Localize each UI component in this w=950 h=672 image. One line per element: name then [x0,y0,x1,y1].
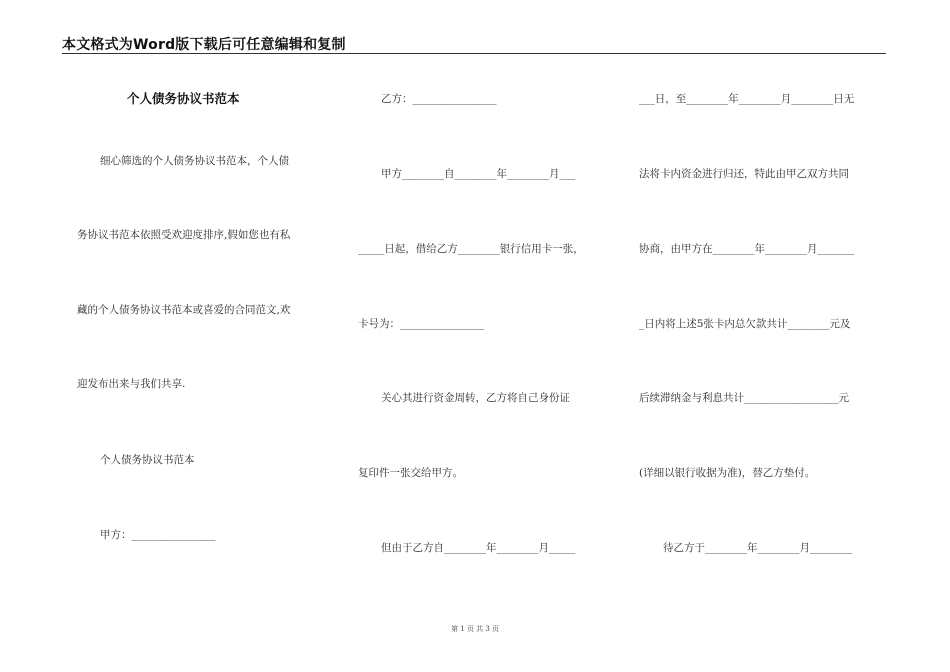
body-line: 但由于乙方自________年________月_____ [381,542,576,554]
body-line: 关心其进行资金周转，乙方将自己身份证 [381,392,570,404]
body-line: 待乙方于________年________月________ [663,542,852,554]
party-a-field: 甲方：________________ [100,529,216,541]
body-line: 复印件一张交给甲方。 [358,467,463,479]
document-title: 个人债务协议书范本 [127,91,240,106]
header-divider [62,53,886,54]
body-line: (详细以银行收据为准)，替乙方垫付。 [639,467,816,479]
body-line: 法将卡内资金进行归还，特此由甲乙双方共同 [639,168,849,180]
document-header: 本文格式为Word版下载后可任意编辑和复制 [62,37,346,53]
body-line: _日内将上述5张卡内总欠款共计________元及 [639,318,851,330]
page-number: 第 1 页 共 3 页 [450,625,500,633]
section-heading: 个人债务协议书范本 [100,454,195,466]
body-line: 藏的个人债务协议书范本或喜爱的合同范文,欢 [77,304,291,316]
body-line: 迎发布出来与我们共享. [77,378,186,390]
card-number-field: 卡号为：________________ [358,318,484,330]
body-line: 后续滞纳金与利息共计__________________元 [639,392,849,404]
body-line: 协商，由甲方在________年________月_______ [639,243,855,255]
body-line: 务协议书范本依照受欢迎度排序,假如您也有私 [77,229,291,241]
body-line: _____日起，借给乙方________银行信用卡一张， [358,243,584,255]
party-b-field: 乙方：________________ [381,93,497,105]
body-line: ___日，至________年________月________日无 [639,93,855,105]
body-line: 甲方________自________年________月___ [381,168,576,180]
body-line: 细心筛选的个人债务协议书范本，个人债 [100,155,289,167]
